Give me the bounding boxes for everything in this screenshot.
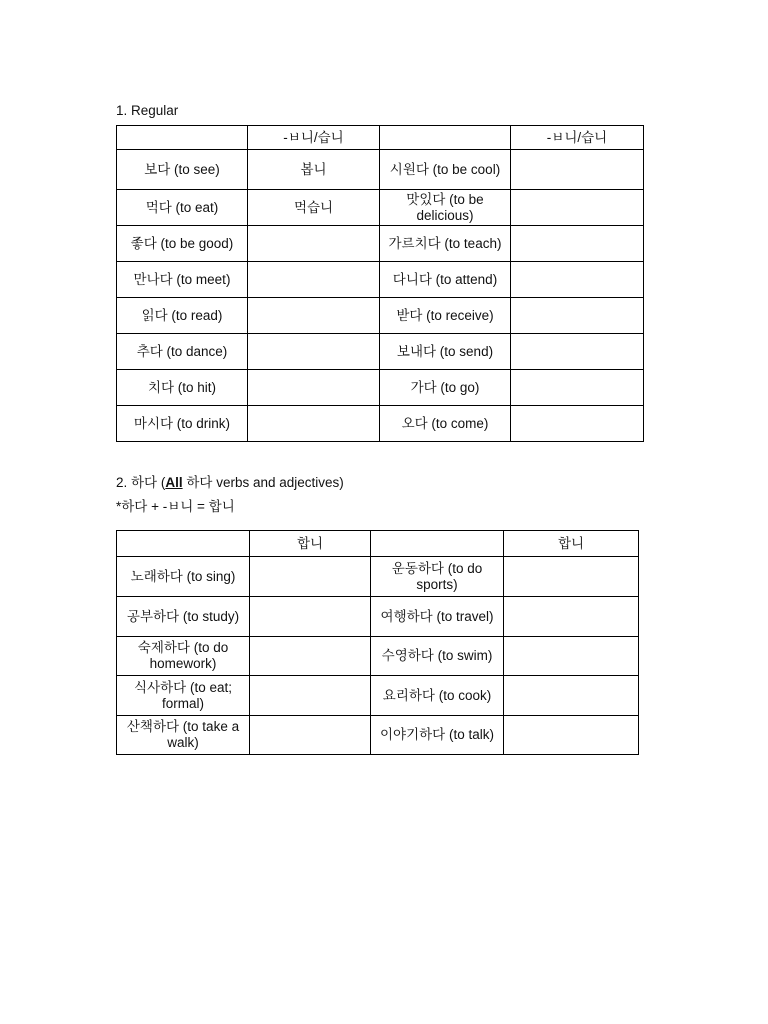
answer-cell (248, 406, 380, 442)
regular-conjugation-table (116, 125, 644, 442)
header-cell: 합니 (250, 531, 371, 557)
answer-cell (504, 716, 639, 755)
verb-cell: 산책하다 (to take a walk) (117, 716, 250, 755)
section-2-rule: *하다 + -ㅂ니 = 합니 (116, 499, 235, 514)
answer-cell (250, 557, 371, 597)
header-cell (117, 126, 248, 150)
section-2-title-suffix: 하다 verbs and adjectives) (182, 475, 344, 490)
verb-cell: 공부하다 (to study) (117, 597, 250, 637)
answer-cell: 먹습니 (248, 190, 380, 226)
table-row (117, 597, 639, 637)
section-2-title-emphasis: All (165, 475, 183, 490)
answer-cell (511, 298, 644, 334)
verb-cell: 요리하다 (to cook) (371, 676, 504, 716)
answer-cell (504, 676, 639, 716)
answer-cell (248, 226, 380, 262)
verb-cell: 좋다 (to be good) (117, 226, 248, 262)
verb-cell: 만나다 (to meet) (117, 262, 248, 298)
section-2-title-prefix: 2. 하다 ( (116, 475, 166, 490)
table-header-row (117, 531, 639, 557)
answer-cell (511, 262, 644, 298)
verb-cell: 맛있다 (to be delicious) (380, 190, 511, 226)
answer-cell (248, 262, 380, 298)
verb-cell: 숙제하다 (to do homework) (117, 637, 250, 676)
header-cell: -ㅂ니/습니 (248, 126, 380, 150)
table-row (117, 637, 639, 676)
verb-cell: 읽다 (to read) (117, 298, 248, 334)
answer-cell (504, 557, 639, 597)
table-row (117, 406, 644, 442)
table-row (117, 370, 644, 406)
answer-cell (504, 597, 639, 637)
verb-cell: 수영하다 (to swim) (371, 637, 504, 676)
answer-cell (511, 334, 644, 370)
verb-cell: 다니다 (to attend) (380, 262, 511, 298)
verb-cell: 보내다 (to send) (380, 334, 511, 370)
answer-cell (250, 597, 371, 637)
hada-conjugation-table (116, 530, 639, 755)
table-row (117, 226, 644, 262)
answer-cell (504, 637, 639, 676)
verb-cell: 오다 (to come) (380, 406, 511, 442)
verb-cell: 운동하다 (to do sports) (371, 557, 504, 597)
verb-cell: 가르치다 (to teach) (380, 226, 511, 262)
table-row (117, 334, 644, 370)
answer-cell: 봅니 (248, 150, 380, 190)
answer-cell (511, 406, 644, 442)
answer-cell (511, 370, 644, 406)
header-cell (371, 531, 504, 557)
answer-cell (250, 676, 371, 716)
verb-cell: 치다 (to hit) (117, 370, 248, 406)
verb-cell: 보다 (to see) (117, 150, 248, 190)
answer-cell (511, 150, 644, 190)
verb-cell: 받다 (to receive) (380, 298, 511, 334)
table-row (117, 298, 644, 334)
verb-cell: 가다 (to go) (380, 370, 511, 406)
verb-cell: 이야기하다 (to talk) (371, 716, 504, 755)
answer-cell (248, 298, 380, 334)
table-row (117, 190, 644, 226)
verb-cell: 노래하다 (to sing) (117, 557, 250, 597)
section-1-title: 1. Regular (116, 103, 179, 118)
answer-cell (250, 716, 371, 755)
header-cell: -ㅂ니/습니 (511, 126, 644, 150)
table-header-row (117, 126, 644, 150)
answer-cell (248, 370, 380, 406)
header-cell: 합니 (504, 531, 639, 557)
answer-cell (511, 190, 644, 226)
table-row (117, 150, 644, 190)
header-cell (117, 531, 250, 557)
table-row (117, 716, 639, 755)
verb-cell: 추다 (to dance) (117, 334, 248, 370)
table-row (117, 262, 644, 298)
verb-cell: 먹다 (to eat) (117, 190, 248, 226)
table-row (117, 676, 639, 716)
verb-cell: 여행하다 (to travel) (371, 597, 504, 637)
verb-cell: 마시다 (to drink) (117, 406, 248, 442)
section-2-title (116, 474, 344, 492)
header-cell (380, 126, 511, 150)
answer-cell (511, 226, 644, 262)
verb-cell: 식사하다 (to eat; formal) (117, 676, 250, 716)
answer-cell (250, 637, 371, 676)
table-row (117, 557, 639, 597)
verb-cell: 시원다 (to be cool) (380, 150, 511, 190)
answer-cell (248, 334, 380, 370)
